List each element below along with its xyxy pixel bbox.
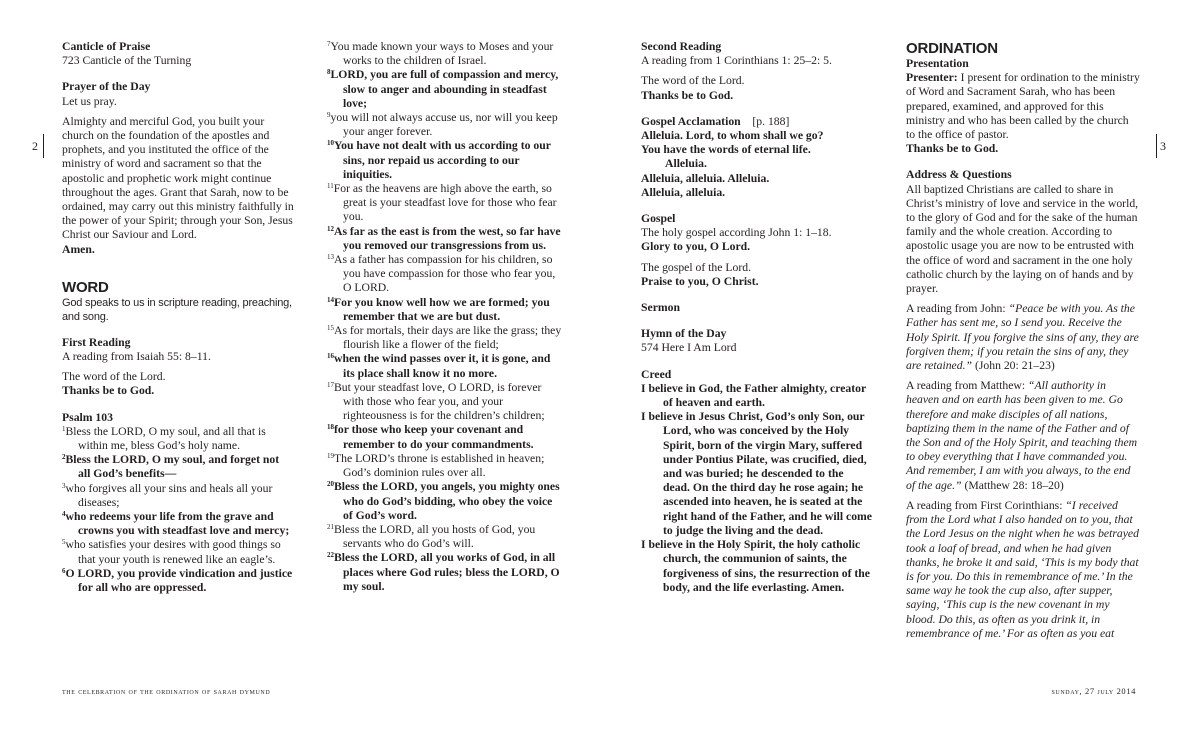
corinthians-reading [906,499,1140,641]
psalm-verse: $^5$who satisfies your desires with good things so that your youth is renewed like an eagle’s. [62,538,281,566]
psalm-verse: $^{20}$Bless the LORD, you angels, you mighty ones who do God’s bidding, who obey the voice of God’s word. [327,480,560,522]
verse-number: 7 [327,40,331,48]
verse-number: 21 [327,522,334,531]
verse-number: 6 [62,566,66,575]
john-ref: (John 20: 21–23) [974,359,1055,373]
gospel-end-response: Praise to you, O Christ. [641,274,759,288]
creed-paragraph: I believe in the Holy Spirit, the holy catholic church, the communion of saints, the forgiveness of sins, the resurrection of the body, and the life everlasting. Amen. [641,538,870,594]
canticle-heading: Canticle of Praise [62,40,151,53]
verse-number: 19 [327,451,334,460]
page-number-rule-left [43,134,44,158]
verse-number: 5 [62,538,66,547]
presenter-label: Presenter: [906,71,958,85]
verse-number: 16 [327,352,334,361]
gospel-heading: Gospel [641,212,676,226]
verse-number: 12 [327,224,334,233]
matthew-reading [906,379,1140,493]
prayer-text: Almighty and merciful God, you built your church on the foundation of the apostles and prophets, and you instituted the office of the ministry of word and sacrament so that the apostolic and prophetic work might continue throughout the ages. Grant that Sarah, now to be ordained, may carry out this ministry faithfully in the power of your Spirit; through your Son, Jesus Christ our Saviour and Lord. [62,114,294,242]
psalm-verse: $^{19}$The LORD’s throne is established in heaven; God’s dominion rules over all. [327,451,545,480]
gospel-acclamation-line: You have the words of eternal life. [641,143,811,157]
psalm-verses-part2 [327,40,563,594]
gospel-acclamation-line: Alleluia, alleluia. Alleluia. [641,171,770,185]
second-reading-text: A reading from 1 Corinthians 1: 25–2: 5. [641,54,832,68]
creed-heading: Creed [641,367,672,381]
gospel-text: The holy gospel according John 1: 1–18. [641,226,832,240]
word-subtitle: God speaks to us in scripture reading, preaching, and song. [62,296,292,323]
psalm-heading: Psalm 103 [62,410,113,424]
presenter-text [906,71,1140,142]
matthew-intro: A reading from Matthew: [906,379,1026,393]
presenter-body: I present for ordination to the ministry of Word and Sacrament Sarah, who has been prepared, examined, and approved for this ministry and who has been called by the church to the office of pastor. [906,71,1140,142]
address-heading: Address & Questions [906,168,1012,182]
psalm-verse: $^4$who redeems your life from the grave and crowns you with steadfast love and mercy; [62,510,290,538]
psalm-verse: $^{22}$Bless the LORD, all you works of God, in all places where God rules; bless the LORD, O my soul. [327,551,560,593]
prayer-heading: Prayer of the Day [62,80,151,94]
verse-number: 22 [327,551,334,560]
page-number-right: 3 [1160,139,1166,153]
psalm-verse: $^3$who forgives all your sins and heals all your diseases; [62,481,273,509]
first-reading-end: The word of the Lord. [62,370,166,384]
verse-number: 1 [62,424,66,433]
verse-number: 3 [62,481,66,490]
psalm-verse: $^9$you will not always accuse us, nor will you keep your anger forever. [327,111,558,139]
psalm-verse: $^{14}$For you know well how we are formed; you remember that we are but dust. [327,295,550,323]
gospel-response: Glory to you, O Lord. [641,240,751,254]
address-text: All baptized Christians are called to share in Christ’s ministry of love and service in the world, to the glory of God and for the sake of the human family and the whole creation. According to apostolic usage you are now to be entrusted with the office of word and sacrament in the one holy catholic church by the laying on of hands and by prayer. [906,182,1139,296]
creed-paragraph: I believe in Jesus Christ, God’s only Son, our Lord, who was conceived by the Holy Spirit, born of the virgin Mary, suffered under Pontius Pilate, was crucified, died, and was buried; he descended to the dead. On the third day he rose again; he ascended into heaven, he is seated at the right hand of the Father, and he will come to judge the living and the dead. [641,410,872,537]
first-reading-text: A reading from Isaiah 55: 8–11. [62,350,211,364]
psalm-verse: $^{21}$Bless the LORD, all you hosts of God, you servants who do God’s will. [327,522,536,551]
john-reading [906,302,1140,373]
column-4 [906,40,1140,641]
gospel-end: The gospel of the Lord. [641,260,752,274]
psalm-verse: $^{13}$As a father has compassion for his children, so you have compassion for those who fear you, O LORD. [327,253,556,295]
psalm-verse: $^2$Bless the LORD, O my soul, and forget not all God’s benefits— [62,453,280,481]
psalm-verse: $^7$You made known your ways to Moses and your works to the children of Israel. [327,40,554,68]
column-2 [327,40,563,594]
gospel-acclamation-page: [p. 188] [752,114,790,128]
ordination-heading: ORDINATION [906,40,998,57]
psalm-verse: $^{16}$when the wind passes over it, it is gone, and its place shall know it no more. [327,352,551,380]
second-reading-heading: Second Reading [641,40,722,53]
sermon-heading: Sermon [641,301,680,315]
gospel-acclamation-title: Gospel Acclamation [641,114,741,128]
john-quote: “Peace be with you. As the Father has sent me, so I send you. Receive the Holy Spirit. If you forgive the sins of any, they are forgiven them; if you retain the sins of any, they are retained.” [906,302,1139,373]
psalm-verse: $^6$O LORD, you provide vindication and justice for all who are oppressed. [62,566,293,595]
psalm-verse: $^{12}$As far as the east is from the west, so far have you removed our transgressions from us. [327,224,561,252]
first-reading-heading: First Reading [62,335,131,349]
prayer-amen: Amen. [62,242,95,256]
psalm-verse: $^{18}$for those who keep your covenant and remember to do your commandments. [327,423,534,451]
verse-number: 13 [327,253,334,262]
verse-number: 10 [327,139,334,148]
hymn-heading: Hymn of the Day [641,327,727,341]
verse-number: 11 [327,182,334,191]
gospel-acclamation-heading [641,115,873,129]
verse-number: 15 [327,324,334,333]
matthew-quote: “All authority in heaven and on earth has been given to me. Go therefore and make disciples of all nations, baptizing them in the name of the Father and of the Son and of the Holy Spirit, and teaching them to obey everything that I have commanded you. And remember, I am with you always, to the end of the age.” [906,379,1138,492]
psalm-verse: $^8$LORD, you are full of compassion and mercy, slow to anger and abounding in steadfast love; [327,68,559,110]
verse-number: 17 [327,380,334,389]
john-intro: A reading from John: [906,302,1006,316]
footer-date: sunday, 27 july 2014 [1051,686,1136,696]
column-1 [62,40,294,595]
presenter-response: Thanks be to God. [906,142,999,156]
prayer-intro: Let us pray. [62,94,117,108]
column-3 [641,40,873,595]
psalm-verse: $^{15}$As for mortals, their days are like the grass; they flourish like a flower of the field; [327,324,562,352]
gospel-acclamation-line: Alleluia. [665,157,707,171]
gospel-acclamation-line: Alleluia. Lord, to whom shall we go? [641,129,824,143]
corinthians-intro: A reading from First Corinthians: [906,498,1063,512]
verse-number: 18 [327,423,334,432]
verse-number: 2 [62,453,66,462]
second-reading-end: The word of the Lord. [641,74,745,88]
second-reading-response: Thanks be to God. [641,88,734,102]
page-number-left: 2 [32,139,38,153]
creed-paragraph: I believe in God, the Father almighty, creator of heaven and earth. [641,381,866,410]
verse-number: 20 [327,480,334,489]
presentation-heading: Presentation [906,57,969,70]
verse-number: 8 [327,68,331,77]
psalm-verse: $^{10}$You have not dealt with us according to our sins, nor repaid us according to our iniquities. [327,139,551,181]
first-reading-response: Thanks be to God. [62,384,155,398]
hymn-text: 574 Here I Am Lord [641,341,737,355]
psalm-verse: $^{17}$But your steadfast love, O LORD, is forever with those who fear you, and your righteousness is for the children’s children; [327,380,545,423]
gospel-acclamation-line: Alleluia, alleluia. [641,185,726,199]
canticle-text: 723 Canticle of the Turning [62,54,192,68]
corinthians-quote: “I received from the Lord what I also handed on to you, that the Lord Jesus on the night when he was betrayed took a loaf of bread, and when he had given thanks, he broke it and said, ‘This is my body that is for you. Do this in remembrance of me.’ In the same way he took the cup also, after supper, saying, ‘This cup is the new covenant in my blood. Do this, as often as you drink it, in remembrance of me.’ For as often as you eat [906,498,1139,640]
psalm-verses-part1 [62,425,294,595]
psalm-verse: $^{11}$For as the heavens are high above the earth, so great is your steadfast love for those who fear you. [327,182,557,224]
matthew-ref: (Matthew 28: 18–20) [964,478,1064,492]
verse-number: 14 [327,295,334,304]
page-number-rule-right [1156,134,1157,158]
verse-number: 4 [62,510,66,519]
word-heading: WORD [62,278,109,296]
footer-title: the celebration of the ordination of sarah dymund [62,686,271,696]
psalm-verse: $^1$Bless the LORD, O my soul, and all that is within me, bless God’s holy name. [62,424,266,453]
verse-number: 9 [327,111,331,120]
